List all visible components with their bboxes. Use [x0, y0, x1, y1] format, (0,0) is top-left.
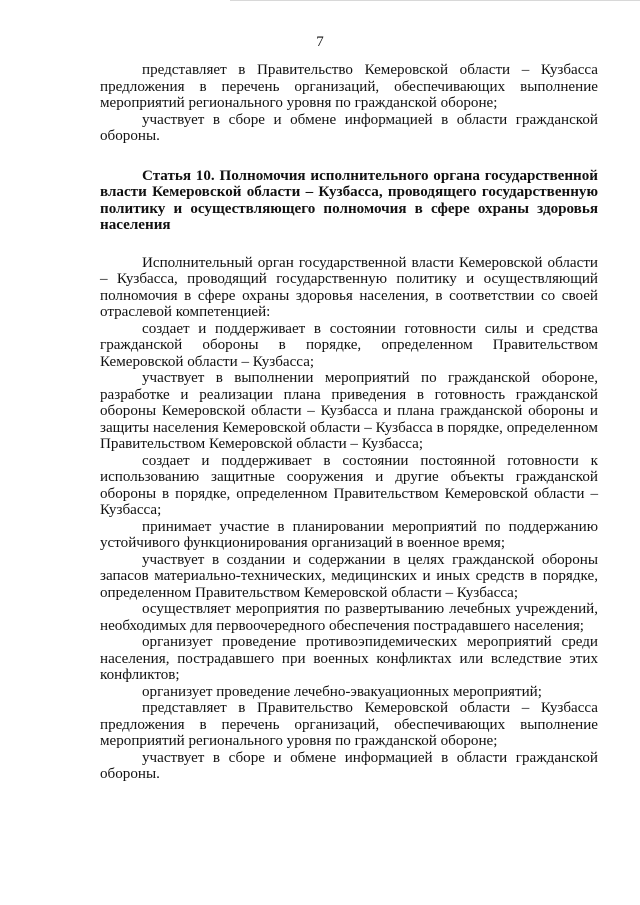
scan-top-edge: [230, 0, 640, 1]
page-number: 7: [316, 34, 324, 50]
article-paragraph: Исполнительный орган государственной власти Кемеровской области – Кузбасса, проводящий государственную политику и осуществляющий полномочия в сфере охраны здоровья населения, в соответствии со своей отраслевой компетенцией:: [100, 254, 598, 320]
intro-paragraph-1: представляет в Правительство Кемеровской области – Кузбасса предложения в перечень организаций, обеспечивающих выполнение мероприятий регионального уровня по гражданской обороне;: [100, 62, 598, 111]
document-body: [100, 62, 598, 783]
intro-paragraph-2: участвует в сборе и обмене информацией в области гражданской обороны.: [100, 111, 598, 144]
article-paragraph: организует проведение противоэпидемических мероприятий среди населения, пострадавшего при военных конфликтах или вследствие этих конфликтов;: [100, 634, 598, 683]
article-10-title: Статья 10. Полномочия исполнительного органа государственной власти Кемеровской области – Кузбасса, проводящего государственную политику и осуществляющего полномочия в сфере охраны здоровья населения: [100, 167, 598, 233]
article-paragraph: создает и поддерживает в состоянии готовности силы и средства гражданской обороны в порядке, определенном Правительством Кемеровской области – Кузбасса;: [100, 320, 598, 370]
article-paragraph: участвует в выполнении мероприятий по гражданской обороне, разработке и реализации плана приведения в готовность гражданской обороны Кемеровской области – Кузбасса и плана гражданской обороны и защиты населения Кемеровской области – Кузбасса в порядке, определенном Правительством Кемеровской области – Кузбасса;: [100, 370, 598, 452]
article-paragraph: принимает участие в планировании мероприятий по поддержанию устойчивого функционирования организаций в военное время;: [100, 518, 598, 551]
article-paragraph: создает и поддерживает в состоянии постоянной готовности к использованию защитные сооружения и другие объекты гражданской обороны в порядке, определенном Правительством Кемеровской области – Кузбасса;: [100, 452, 598, 518]
article-paragraph: организует проведение лечебно-эвакуационных мероприятий;: [142, 683, 542, 700]
article-paragraph: осуществляет мероприятия по развертыванию лечебных учреждений, необходимых для первоочередного обеспечения пострадавшего населения;: [100, 601, 598, 634]
article-paragraph: участвует в сборе и обмене информацией в области гражданской обороны.: [100, 749, 598, 782]
article-paragraph: представляет в Правительство Кемеровской области – Кузбасса предложения в перечень организаций, обеспечивающих выполнение мероприятий регионального уровня по гражданской обороне;: [100, 700, 598, 749]
article-paragraph: участвует в создании и содержании в целях гражданской обороны запасов материально-технических, медицинских и иных средств в порядке, определенном Правительством Кемеровской области – Кузбасса;: [100, 551, 598, 601]
